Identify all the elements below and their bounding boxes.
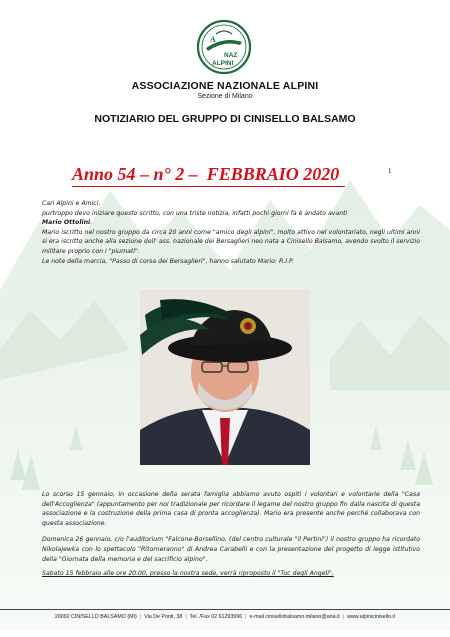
footer-email[interactable]: e-mail cinisellobalsamo.milano@ana.it [249, 614, 340, 620]
svg-text:ALPINI: ALPINI [212, 60, 234, 67]
intro-text [42, 199, 420, 266]
event-paragraph-3: Sabato 15 febbraio alle ore 20.00, presso la nostra sede, verrà riproposto il "Toc degli Angeli", [42, 570, 334, 577]
newsletter-title: NOTIZIARIO DEL GRUPPO DI CINISELLO BALSAMO [94, 113, 356, 125]
footer-website[interactable]: www.alpinicinisello.it [347, 614, 396, 620]
issue-title-underline [72, 186, 345, 187]
intro-paragraph: Mario iscritto nel nostro gruppo da circa 20 anni come "amico degli alpini", molto attivo nel volontariato, negli ultimi anni si era iscritto anche alla sezione dell' ass. nazionale dei Bersaglieri neo nata a Cinisello Balsamo, avendo svolto il servizio militare proprio con i "piumati". [42, 228, 420, 255]
footer-address: 20092 CINISELLO BALSAMO (MI) [54, 614, 137, 620]
intro-line: purtroppo devo iniziare questo scritto, con una triste notizia, infatti pochi giorni fa è andato avanti [42, 209, 348, 217]
events-text [42, 490, 420, 571]
footer-divider [0, 609, 450, 610]
greeting: Cari Alpini e Amici, [42, 200, 101, 207]
event-paragraph-1: Lo scorso 15 gennaio, in occasione della serata famiglia abbiamo avuto ospiti i volontari e volontarie della "Casa dell'Accoglienza" (appuntamento per noi tradizionale per ricordare il legame del nostro gruppo fin dalla nascita di questa associazione e la costruzione della prima casa di pronta accoglienza). Mario era presente anche perché collaborava con questa associazione. [42, 491, 420, 527]
ana-logo [196, 18, 252, 76]
association-section: Sezione di Milano [197, 93, 253, 100]
event-paragraph-2: Domenica 26 gennaio, c/o l'auditorium "Falcone-Borsellino, (del centro culturale "il Pertini") il nostro gruppo ha ricordato Nikolajewka con lo spettacolo "Ritorneranno" di Andrea Carabelli e con la presentazione del progetto di legge istitutivo della "Giornata della memoria e del sacrificio alpino". [42, 536, 420, 563]
portrait-photo [140, 290, 310, 465]
association-name: ASSOCIAZIONE NAZIONALE ALPINI [131, 80, 319, 92]
deceased-name-line: Mario Ottolini. [42, 219, 93, 227]
intro-closing: Le note della marcia, "Passo di corsa dei Bersaglieri", hanno salutato Mario: R.I.P. [42, 257, 294, 265]
footer-street: Via De Ponti, 38 [144, 614, 183, 620]
issue-title: Anno 54 – n° 2 – FEBBRAIO 2020 [72, 164, 340, 184]
deceased-name: Mario Ottolini [42, 219, 91, 227]
footer: 20092 CINISELLO BALSAMO (MI) | Via De Ponti, 38 | Tel. /Fax 02 61293996 | e-mail cinisellobalsamo.milano@ana.it | www.alpinicinisello.it [54, 614, 396, 620]
svg-text:A: A [210, 35, 216, 44]
page-number: 1 [388, 167, 392, 175]
upcoming-event-text [42, 569, 420, 579]
footer-phone: Tel. /Fax 02 61293996 [189, 614, 243, 620]
svg-text:NAZ: NAZ [224, 52, 238, 59]
